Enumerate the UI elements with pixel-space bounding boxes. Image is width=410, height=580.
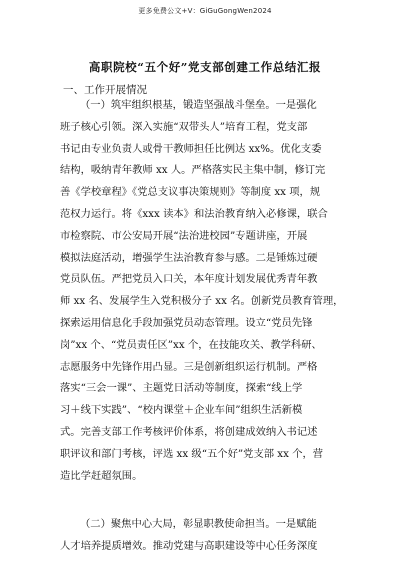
paragraph-line: 市检察院、市公安局开展“法治进校园”专题讲座，开展: [60, 229, 308, 242]
paragraph-line: 志愿服务中先锋作用凸显。三是创新组织运行机制。严格: [60, 360, 318, 373]
paragraph-line: 造比学赶超氛围。: [60, 469, 143, 482]
paragraph-line: 人才培养提质增效。推动党建与高职建设等中心任务深度: [60, 539, 318, 552]
paragraph-2: [60, 514, 360, 558]
paragraph-line: 班子核心引领。深入实施“双带头人”培育工程，党支部: [60, 120, 308, 133]
paragraph-line: 习＋线下实践”、“校内课堂＋企业车间”组织生活新模: [60, 404, 303, 417]
paragraph-line: （二）聚焦中心大局，彰显职教使命担当。一是赋能: [80, 518, 317, 530]
paragraph-line: 落实“三会一课”、主题党日活动等制度，探索“线上学: [60, 382, 303, 395]
paragraph-line: 式。完善支部工作考核评价体系，将创建成效纳入书记述: [60, 425, 318, 438]
paragraph-line: 书记由专业负责人或骨干教师担任比例达 xx%。优化支委: [60, 142, 322, 155]
header-note: 更多免费公文+V：GiGuGongWen2024: [138, 7, 272, 15]
paragraph-line: 师 xx 名、发展学生入党积极分子 xx 名。创新党员教育管理，: [60, 295, 344, 308]
paragraph-line: 模拟法庭活动，增强学生法治教育参与感。二是锤炼过硬: [60, 251, 318, 264]
paragraph-line: 探索运用信息化手段加强党员动态管理。设立“党员先锋: [60, 316, 313, 329]
paragraph-line: 岗”xx 个、“党员责任区”xx 个，在技能攻关、教学科研、: [60, 338, 322, 351]
section-heading: 一、工作开展情况: [63, 84, 147, 96]
paragraph-line: 范权力运行。将《xxx 读本》和法治教育纳入必修课，联合: [60, 207, 328, 220]
paragraph-line: 结构，吸纳青年教师 xx 人。严格落实民主集中制，修订完: [60, 164, 326, 177]
paragraph-line: 职评议和部门考核，评选 xx 级“五个好”党支部 xx 个，营: [60, 447, 324, 460]
paragraph-line: 善《学校章程》《党总支议事决策规则》等制度 xx 项，规: [60, 186, 321, 199]
paragraph-1: [60, 95, 360, 487]
paragraph-line: 党员队伍。严把党员入口关，本年度计划发展优秀青年教: [60, 273, 318, 286]
document-title: 高职院校“五个好”党支部创建工作总结汇报: [88, 60, 322, 74]
paragraph-line: （一）筑牢组织根基，锻造坚强战斗堡垒。一是强化: [80, 99, 317, 111]
